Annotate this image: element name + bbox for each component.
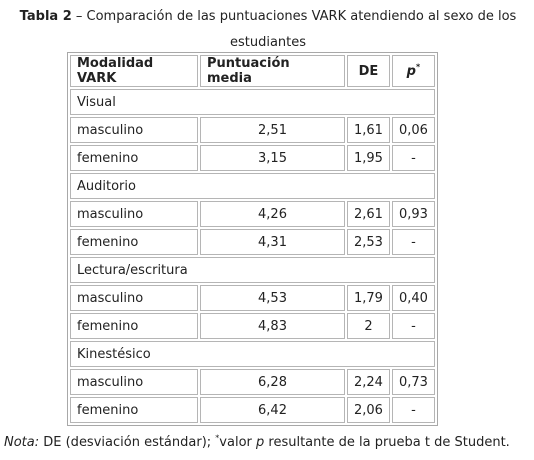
cell-p: - <box>392 313 435 339</box>
table-note <box>4 433 532 453</box>
caption-dash: – <box>71 9 87 24</box>
table-row <box>70 229 435 255</box>
table-row <box>70 117 435 143</box>
note-text-3: resultante de la prueba t de Student. <box>264 435 510 450</box>
cell-sexo: femenino <box>70 313 198 339</box>
cell-media: 2,51 <box>200 117 345 143</box>
cell-sexo: femenino <box>70 229 198 255</box>
cell-de: 2 <box>347 313 390 339</box>
cell-p: - <box>392 229 435 255</box>
table-row <box>70 369 435 395</box>
table-row <box>70 201 435 227</box>
cell-p: 0,73 <box>392 369 435 395</box>
cell-sexo: masculino <box>70 201 198 227</box>
group-name: Kinestésico <box>70 341 435 367</box>
group-row <box>70 341 435 367</box>
cell-de: 2,06 <box>347 397 390 423</box>
cell-p: 0,06 <box>392 117 435 143</box>
note-mark: * <box>215 433 220 443</box>
table-row <box>70 285 435 311</box>
cell-p: 0,93 <box>392 201 435 227</box>
group-name: Visual <box>70 89 435 115</box>
cell-sexo: masculino <box>70 117 198 143</box>
group-row <box>70 173 435 199</box>
table-row <box>70 313 435 339</box>
caption-text-2: estudiantes <box>229 35 307 50</box>
header-p <box>392 55 435 87</box>
header-de: DE <box>347 55 390 87</box>
table-body <box>70 89 435 423</box>
cell-media: 6,28 <box>200 369 345 395</box>
cell-media: 3,15 <box>200 145 345 171</box>
header-p-mark: * <box>415 62 421 72</box>
header-row <box>70 55 435 87</box>
table-row <box>70 397 435 423</box>
cell-p: - <box>392 397 435 423</box>
cell-media: 6,42 <box>200 397 345 423</box>
caption-line-1 <box>10 4 526 30</box>
cell-media: 4,31 <box>200 229 345 255</box>
group-name: Lectura/escritura <box>70 257 435 283</box>
cell-media: 4,83 <box>200 313 345 339</box>
group-name: Auditorio <box>70 173 435 199</box>
vark-table <box>67 52 438 426</box>
group-row <box>70 257 435 283</box>
cell-sexo: masculino <box>70 285 198 311</box>
cell-sexo: masculino <box>70 369 198 395</box>
cell-de: 1,79 <box>347 285 390 311</box>
note-label: Nota: <box>4 435 40 450</box>
cell-p: - <box>392 145 435 171</box>
cell-de: 1,61 <box>347 117 390 143</box>
cell-de: 2,24 <box>347 369 390 395</box>
note-text-1: DE (desviación estándar); <box>39 435 216 450</box>
cell-p: 0,40 <box>392 285 435 311</box>
table-row <box>70 145 435 171</box>
table-caption <box>10 4 526 56</box>
note-text-2: valor <box>219 435 256 450</box>
cell-de: 2,53 <box>347 229 390 255</box>
cell-media: 4,26 <box>200 201 345 227</box>
cell-sexo: femenino <box>70 145 198 171</box>
cell-sexo: femenino <box>70 397 198 423</box>
header-modalidad: Modalidad VARK <box>70 55 198 87</box>
header-p-letter: p <box>406 63 416 79</box>
group-row <box>70 89 435 115</box>
header-puntuacion: Puntuación media <box>200 55 345 87</box>
cell-media: 4,53 <box>200 285 345 311</box>
note-p: p <box>256 435 265 450</box>
caption-label: Tabla 2 <box>19 9 72 24</box>
cell-de: 1,95 <box>347 145 390 171</box>
caption-text-1: Comparación de las puntuaciones VARK atendiendo al sexo de los <box>86 9 517 24</box>
cell-de: 2,61 <box>347 201 390 227</box>
